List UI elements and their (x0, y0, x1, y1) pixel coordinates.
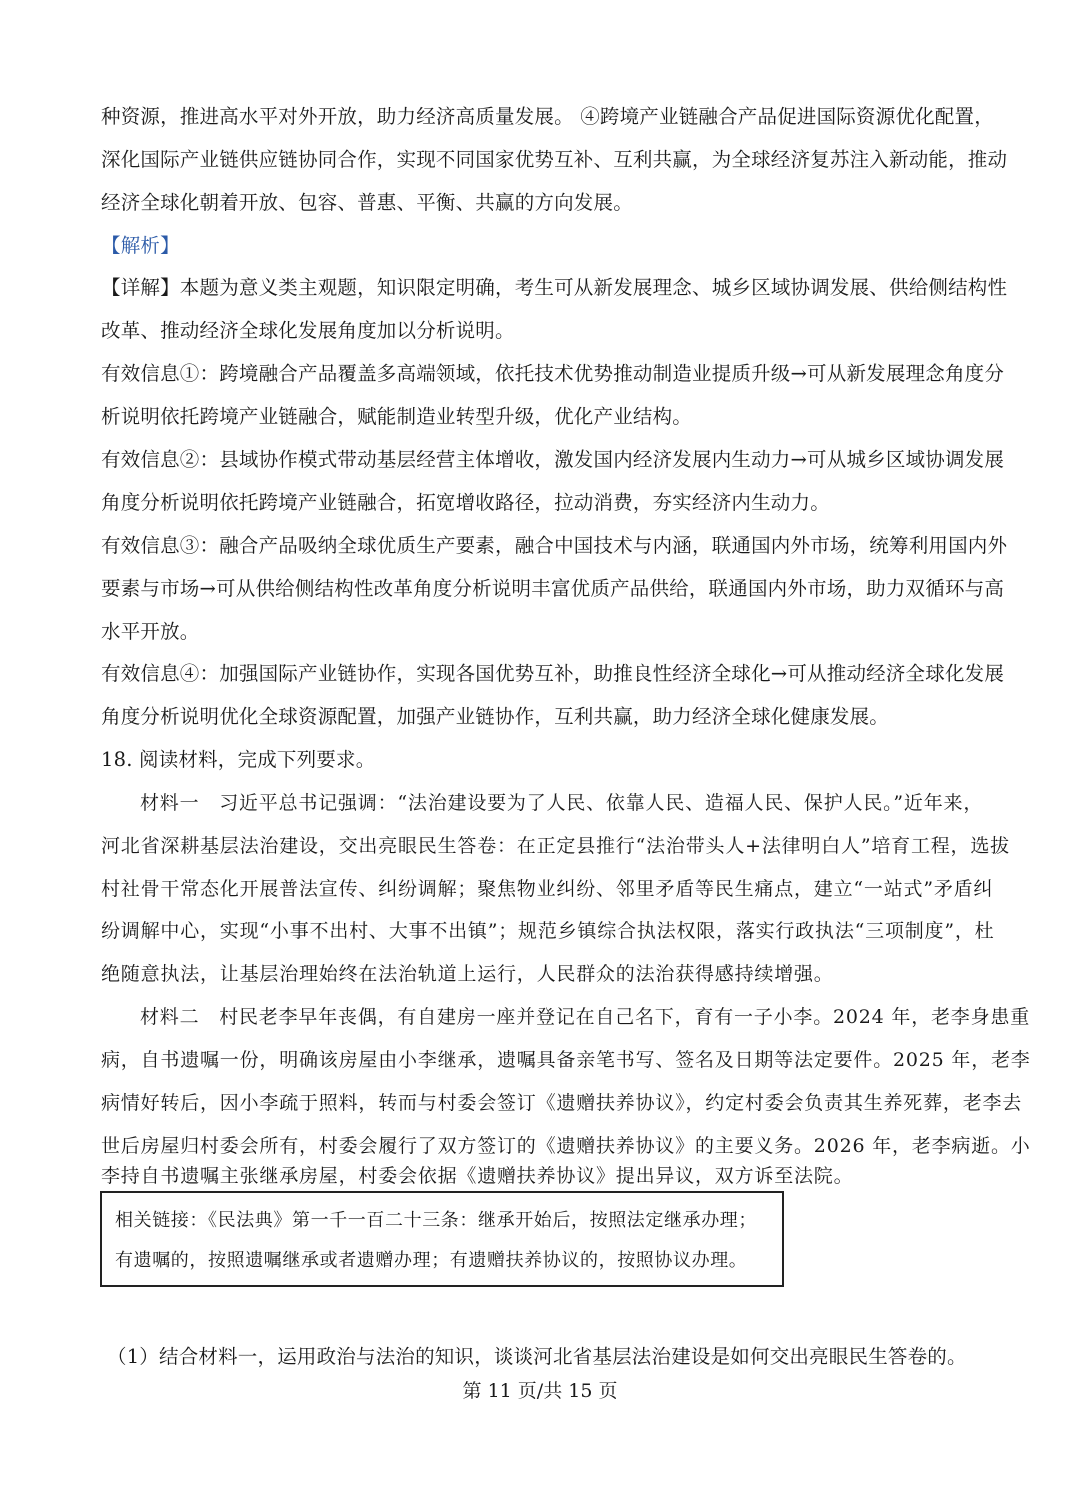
material-two-line: 病情好转后，因小李疏于照料，转而与村委会签订《遗赠扶养协议》，约定村委会负责其生养死葬，老李去 (101, 1092, 1023, 1114)
related-link-line: 有遗嘱的，按照遗嘱继承或者遗赠办理；有遗赠扶养协议的，按照协议办理。 (115, 1250, 748, 1271)
question-18-title: 18. 阅读材料，完成下列要求。 (101, 748, 376, 771)
material-two-line: 材料二 村民老李早年丧偶，有自建房一座并登记在自己名下，育有一子小李。2024 年，老李身患重 (140, 1006, 1030, 1028)
material-one-line: 材料一 习近平总书记强调：“法治建设要为了人民、依靠人民、造福人民、保护人民。”近年来， (140, 792, 984, 814)
material-one-line: 绝随意执法，让基层治理始终在法治轨道上运行，人民群众的法治获得感持续增强。 (101, 963, 834, 985)
detail-text-line: 改革、推动经济全球化发展角度加以分析说明。 (101, 319, 515, 342)
effective-info-2: 有效信息②：县域协作模式带动基层经营主体增收，激发国内经济发展内生动力→可从城乡区域协调发展 (101, 448, 1005, 471)
effective-info-3: 要素与市场→可从供给侧结构性改革角度分析说明丰富优质产品供给，联通国内外市场，助力双循环与高 (101, 577, 1005, 600)
related-link-box (100, 1191, 784, 1287)
answer-text-line: 种资源，推进高水平对外开放，助力经济高质量发展。 ④跨境产业链融合产品促进国际资源优化配置， (101, 105, 994, 128)
material-one-line: 纷调解中心，实现“小事不出村、大事不出镇”；规范乡镇综合执法权限，落实行政执法“三项制度”，杜 (101, 920, 995, 942)
analysis-label: 【解析】 (101, 234, 180, 257)
material-one-line: 村社骨干常态化开展普法宣传、纠纷调解；聚焦物业纠纷、邻里矛盾等民生痛点，建立“一站式”矛盾纠 (101, 878, 994, 900)
material-two-line: 世后房屋归村委会所有，村委会履行了双方签订的《遗赠扶养协议》的主要义务。2026 年，老李病逝。小 (101, 1135, 1031, 1157)
effective-info-3: 有效信息③：融合产品吸纳全球优质生产要素，融合中国技术与内涵，联通国内外市场，统筹利用国内外 (101, 534, 1008, 557)
material-two-line: 病，自书遗嘱一份，明确该房屋由小李继承，遗嘱具备亲笔书写、签名及日期等法定要件。2025 年，老李 (101, 1049, 1031, 1071)
answer-text-line: 深化国际产业链供应链协同合作，实现不同国家优势互补、互利共赢，为全球经济复苏注入新动能，推动 (101, 148, 1008, 171)
material-two-line: 李持自书遗嘱主张继承房屋，村委会依据《遗赠扶养协议》提出异议，双方诉至法院。 (101, 1165, 854, 1187)
effective-info-4: 角度分析说明优化全球资源配置，加强产业链协作，互利共赢，助力经济全球化健康发展。 (101, 705, 890, 728)
effective-info-1: 有效信息①：跨境融合产品覆盖多高端领域，依托技术优势推动制造业提质升级→可从新发展理念角度分 (101, 362, 1005, 385)
sub-question-1: （1）结合材料一，运用政治与法治的知识，谈谈河北省基层法治建设是如何交出亮眼民生答卷的。 (107, 1345, 967, 1368)
answer-text-line: 经济全球化朝着开放、包容、普惠、平衡、共赢的方向发展。 (101, 191, 633, 214)
effective-info-1: 析说明依托跨境产业链融合，赋能制造业转型升级，优化产业结构。 (101, 405, 693, 428)
effective-info-2: 角度分析说明依托跨境产业链融合，拓宽增收路径，拉动消费，夯实经济内生动力。 (101, 491, 830, 514)
related-link-line: 相关链接：《民法典》第一千一百二十三条：继承开始后，按照法定继承办理； (115, 1210, 757, 1231)
effective-info-3: 水平开放。 (101, 620, 200, 643)
material-one-line: 河北省深耕基层法治建设，交出亮眼民生答卷：在正定县推行“法治带头人+法律明白人”培育工程，选拔 (101, 835, 1010, 857)
effective-info-4: 有效信息④：加强国际产业链协作，实现各国优势互补，助推良性经济全球化→可从推动经济全球化发展 (101, 662, 1005, 685)
detail-text-line: 【详解】本题为意义类主观题，知识限定明确，考生可从新发展理念、城乡区域协调发展、供给侧结构性 (101, 276, 1008, 299)
page-number-footer: 第 11 页/共 15 页 (462, 1380, 618, 1402)
